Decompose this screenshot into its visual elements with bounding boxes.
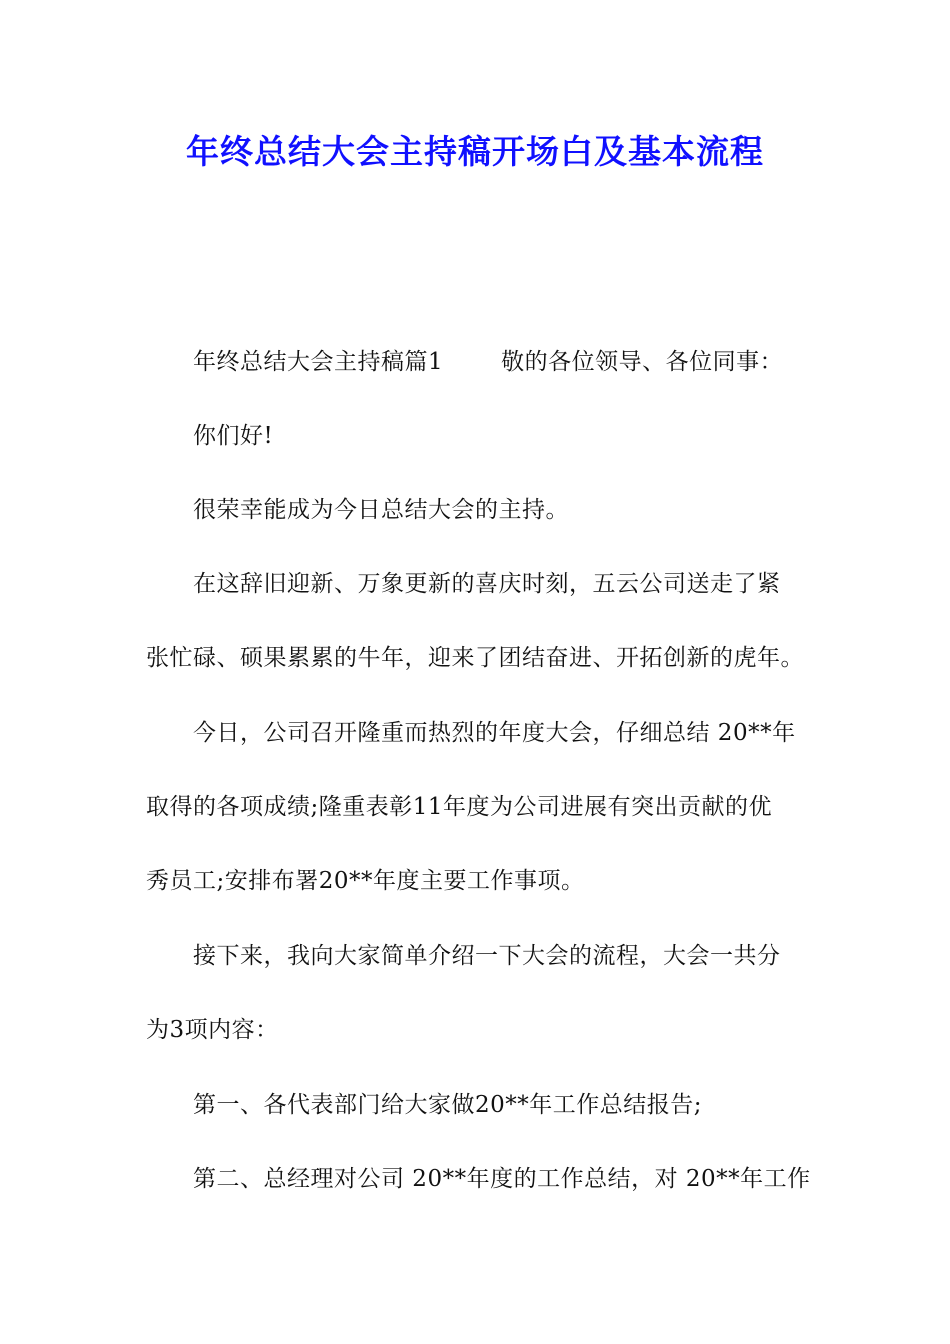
line-text: 敬的各位领导、各位同事： <box>501 349 784 375</box>
paragraph-line: 张忙碌、硕果累累的牛年，迎来了团结奋进、开拓创新的虎年。 <box>146 645 804 671</box>
paragraph-line: 接下来，我向大家简单介绍一下大会的流程，大会一共分 <box>193 943 781 969</box>
paragraph-line: 取得的各项成绩;隆重表彰11年度为公司进展有突出贡献的优 <box>146 794 773 820</box>
paragraph-line <box>193 342 808 382</box>
paragraph-line: 第二、总经理对公司 20**年度的工作总结，对 20**年工作 <box>193 1166 811 1192</box>
paragraph-line: 在这辞旧迎新、万象更新的喜庆时刻，五云公司送走了紧 <box>193 571 781 597</box>
paragraph-line: 你们好! <box>193 423 274 449</box>
paragraph-line: 秀员工;安排布署20**年度主要工作事项。 <box>146 868 585 894</box>
paragraph-line: 第一、各代表部门给大家做20**年工作总结报告; <box>193 1092 703 1118</box>
paragraph-line: 今日，公司召开隆重而热烈的年度大会，仔细总结 20**年 <box>193 720 796 746</box>
document-title: 年终总结大会主持稿开场白及基本流程 <box>186 132 764 171</box>
paragraph-line: 为3项内容： <box>146 1017 279 1043</box>
paragraph-line: 很荣幸能成为今日总结大会的主持。 <box>193 497 569 523</box>
section-heading: 年终总结大会主持稿篇1 <box>193 349 444 375</box>
